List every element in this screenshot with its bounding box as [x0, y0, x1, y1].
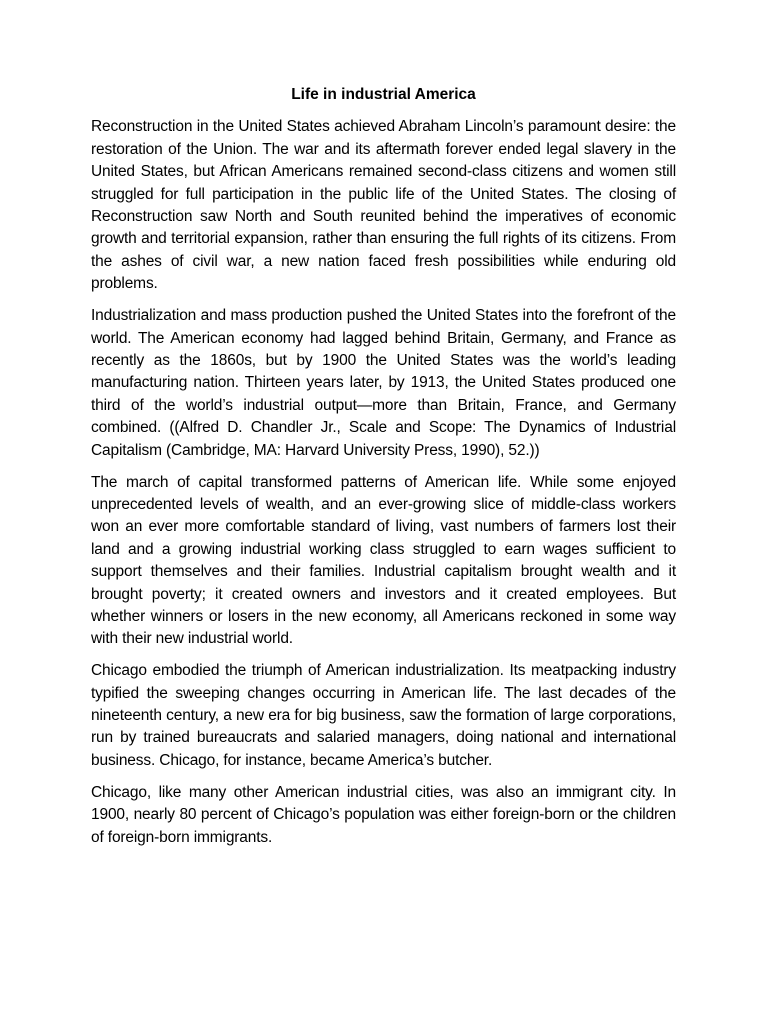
document-title: Life in industrial America — [291, 86, 476, 103]
paragraph-chicago-industrialization: Chicago embodied the triumph of American industrialization. Its meatpacking industry typified the sweeping changes occurring in American life. The last decades of the nineteenth century, a new era for big business, saw the formation of large corporations, run by trained bureaucrats and salaried managers, doing national and international business. Chicago, for instance, became America’s butcher. — [91, 662, 676, 769]
document-page — [91, 84, 676, 859]
paragraph-reconstruction: Reconstruction in the United States achieved Abraham Lincoln’s paramount desire: the restoration of the Union. The war and its aftermath forever ended legal slavery in the United States, but African Americans remained second-class citizens and women still struggled for full participation in the public life of the United States. The closing of Reconstruction saw North and South reunited behind the imperatives of economic growth and territorial expansion, rather than ensuring the full rights of its citizens. From the ashes of civil war, a new nation faced fresh possibilities while enduring old problems. — [91, 118, 676, 293]
paragraph-march-of-capital: The march of capital transformed patterns of American life. While some enjoyed unprecedented levels of wealth, and an ever-growing slice of middle-class workers won an ever more comfortable standard of living, vast numbers of farmers lost their land and a growing industrial working class struggled to earn wages sufficient to support themselves and their families. Industrial capitalism brought wealth and it brought poverty; it created owners and investors and it created employees. But whether winners or losers in the new economy, all Americans reckoned in some way with their new industrial world. — [91, 473, 676, 648]
paragraph-industrialization: Industrialization and mass production pushed the United States into the forefront of the world. The American economy had lagged behind Britain, Germany, and France as recently as the 1860s, but by 1900 the United States was the world’s leading manufacturing nation. Thirteen years later, by 1913, the United States produced one third of the world’s industrial output—more than Britain, France, and Germany combined. ((Alfred D. Chandler Jr., Scale and Scope: The Dynamics of Industrial Capitalism (Cambridge, MA: Harvard University Press, 1990), 52.)) — [91, 307, 676, 459]
paragraph-chicago-immigrants: Chicago, like many other American industrial cities, was also an immigrant city. In 1900, nearly 80 percent of Chicago’s population was either foreign-born or the children of foreign-born immigrants. — [91, 783, 676, 846]
